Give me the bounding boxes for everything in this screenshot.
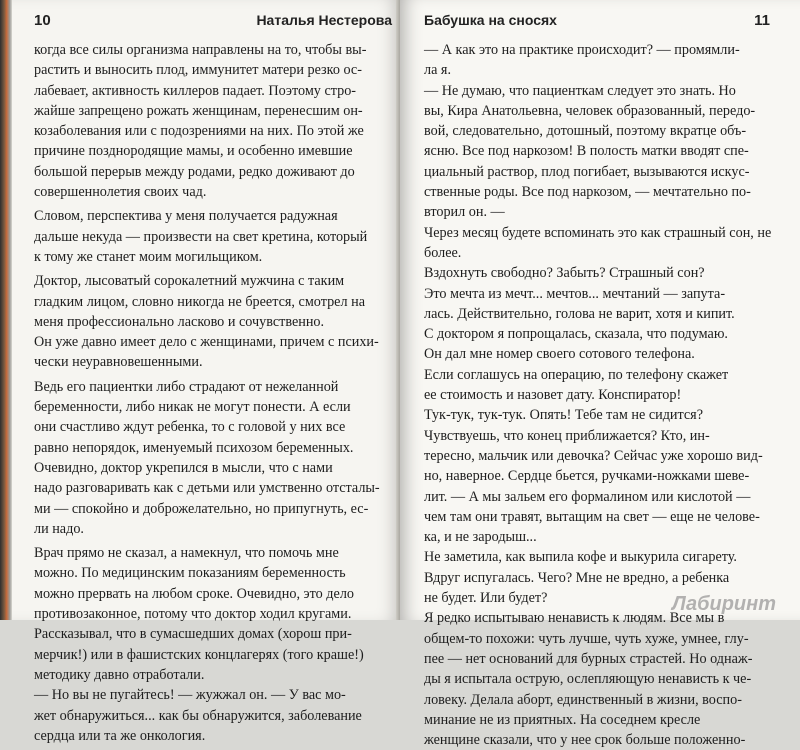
text-line: большой перерыв между родами, редко доживают до	[34, 163, 355, 180]
text-line: циальный раствор, плод погибает, вызываются искус-	[424, 163, 750, 180]
text-line: противозаконное, потому что доктор ходил кругами.	[34, 606, 352, 623]
text-line: Через месяц будете вспоминать это как страшный сон, не	[424, 224, 772, 241]
text-line: методику давно отработали.	[34, 666, 205, 683]
left-header	[34, 12, 392, 34]
text-line: совершеннолетия своих чад.	[34, 184, 207, 201]
text-line: Это мечта из мечт... мечтов... мечтаний — запута-	[424, 285, 726, 302]
text-line: ловеку. Делала аборт, единственный в жизни, воспо-	[424, 691, 742, 708]
watermark-logo: Лабиринт	[671, 593, 776, 615]
text-line: Очевидно, доктор укрепился в мысли, что с нами	[34, 459, 333, 476]
text-line: Вдруг испугалась. Чего? Мне не вредно, а ребенка	[424, 569, 730, 586]
text-line: тересно, мальчик или девочка? Сейчас уже хорошо вид-	[424, 447, 763, 464]
text-line: мерчик!) или в фашистских концлагерях (того краше!)	[34, 646, 364, 663]
text-line: Он дал мне номер своего сотового телефона.	[424, 346, 695, 363]
text-line: ственные роды. Все под наркозом, — мечтательно по-	[424, 184, 751, 201]
text-line: ка, и не зародыш...	[424, 529, 537, 546]
text-line: Тук-тук, тук-тук. Опять! Тебе там не сидится?	[424, 407, 704, 424]
page-number: 10	[34, 12, 51, 29]
text-line: более.	[424, 244, 462, 261]
text-line: дальше некуда — произвести на свет кретина, который	[34, 228, 368, 245]
text-line: Врач прямо не сказал, а намекнул, что помочь мне	[34, 545, 339, 562]
text-line: ды я испытала острую, ослепляющую ненависть к че-	[424, 671, 752, 688]
running-head: Бабушка на сносях	[424, 12, 557, 28]
text-line: они счастливо ждут ребенка, то с головой у них все	[34, 419, 346, 436]
text-line: С доктором я попрощалась, сказала, что подумаю.	[424, 326, 728, 343]
text-line: беременности, либо никак не могут понести. А если	[34, 399, 351, 416]
text-line: ясню. Все под наркозом! В полость матки вводят спе-	[424, 143, 749, 160]
page-number: 11	[754, 12, 770, 29]
text-line: Доктор, лысоватый сорокалетний мужчина с таким	[34, 273, 345, 290]
text-line: вторил он. —	[424, 204, 505, 221]
text-line: но, наверное. Сердце бьется, ручками-ножками шеве-	[424, 468, 750, 485]
text-line: жайше запрещено рожать женщинам, перенесшим он-	[34, 102, 363, 119]
text-line: лабевает, активность киллеров падает. Поэтому стро-	[34, 82, 357, 99]
book-edge	[0, 0, 12, 620]
text-line: Вздохнуть свободно? Забыть? Страшный сон?	[424, 265, 705, 282]
text-line: вы, Кира Анатольевна, человек образованный, передо-	[424, 102, 756, 119]
text-line: Он уже давно имеет дело с женщинами, причем с психи-	[34, 334, 379, 351]
text-line: Не заметила, как выпила кофе и выкурила сигарету.	[424, 549, 737, 566]
text-line: ми — спокойно и доброжелательно, но припугнуть, ес-	[34, 500, 369, 517]
text-line: к тому же станет моим могильщиком.	[34, 248, 263, 265]
left-page-text	[34, 40, 392, 746]
text-line: надо разговаривать как с детьми или умственно отсталы-	[34, 480, 380, 497]
text-line: не будет. Или будет?	[424, 590, 548, 607]
text-line: жет обнаружиться... как бы обнаружится, заболевание	[34, 707, 362, 724]
text-line: вой, следовательно, дотошный, поэтому вкратце объ-	[424, 123, 747, 140]
text-line: пее — нет оснований для бурных страстей. Но однаж-	[424, 650, 753, 667]
text-line: — А как это на практике происходит? — промямли-	[424, 42, 740, 58]
text-line: ее стоимость и назовет дату. Конспиратор!	[424, 387, 682, 404]
right-page	[400, 0, 800, 749]
text-line: ла я.	[424, 62, 451, 79]
text-line: женщине сказали, что у нее срок больше положенно-	[424, 732, 746, 749]
text-line: можно. По медицинским показаниям беременность	[34, 565, 346, 582]
left-page	[0, 0, 400, 744]
text-line: лась. Действительно, голова не варит, хотя и кипит.	[424, 305, 735, 322]
text-line: общем-то похожи: чуть лучше, чуть хуже, умнее, глу-	[424, 630, 749, 647]
text-line: меня профессионально ласково и сочувственно.	[34, 313, 325, 330]
text-line: — Не думаю, что пациенткам следует это знать. Но	[424, 82, 736, 99]
text-line: Рассказывал, что в сумасшедших домах (хорош при-	[34, 626, 352, 643]
right-page-text	[424, 40, 770, 750]
right-header	[424, 12, 770, 34]
text-line: Словом, перспектива у меня получается радужная	[34, 208, 338, 225]
text-line: равно непорядок, именуемый психозом беременных.	[34, 439, 354, 456]
text-line: чем там они травят, вытащим на свет — еще не челове-	[424, 508, 760, 525]
text-line: сердца или та же онкология.	[34, 727, 206, 744]
text-line: растить и выносить плод, иммунитет матери резко ос-	[34, 62, 362, 79]
text-line: лит. — А мы зальем его формалином или кислотой —	[424, 488, 751, 505]
text-line: чески неуравновешенными.	[34, 354, 203, 371]
text-line: минание не из приятных. На соседнем кресле	[424, 711, 701, 728]
text-line: Чувствуешь, что конец приближается? Кто, ин-	[424, 427, 710, 444]
text-line: ли надо.	[34, 520, 84, 537]
text-line: — Но вы не пугайтесь! — жужжал он. — У вас мо-	[34, 687, 346, 704]
text-line: Я редко испытываю ненависть к людям. Все мы в	[424, 610, 725, 627]
running-head: Наталья Нестерова	[256, 12, 392, 28]
text-line: причине позднородящие мамы, и особенно имевшие	[34, 143, 353, 160]
text-line: Ведь его пациентки либо страдают от нежеланной	[34, 378, 339, 395]
text-line: козаболевания или с подозрениями на них. По этой же	[34, 123, 364, 140]
text-line: можно прервать на любом сроке. Очевидно, это дело	[34, 585, 354, 602]
text-line: гладким лицом, словно никогда не бреется, смотрел на	[34, 293, 365, 310]
text-line: когда все силы организма направлены на то, чтобы вы-	[34, 42, 367, 58]
text-line: Если соглашусь на операцию, по телефону скажет	[424, 366, 729, 383]
